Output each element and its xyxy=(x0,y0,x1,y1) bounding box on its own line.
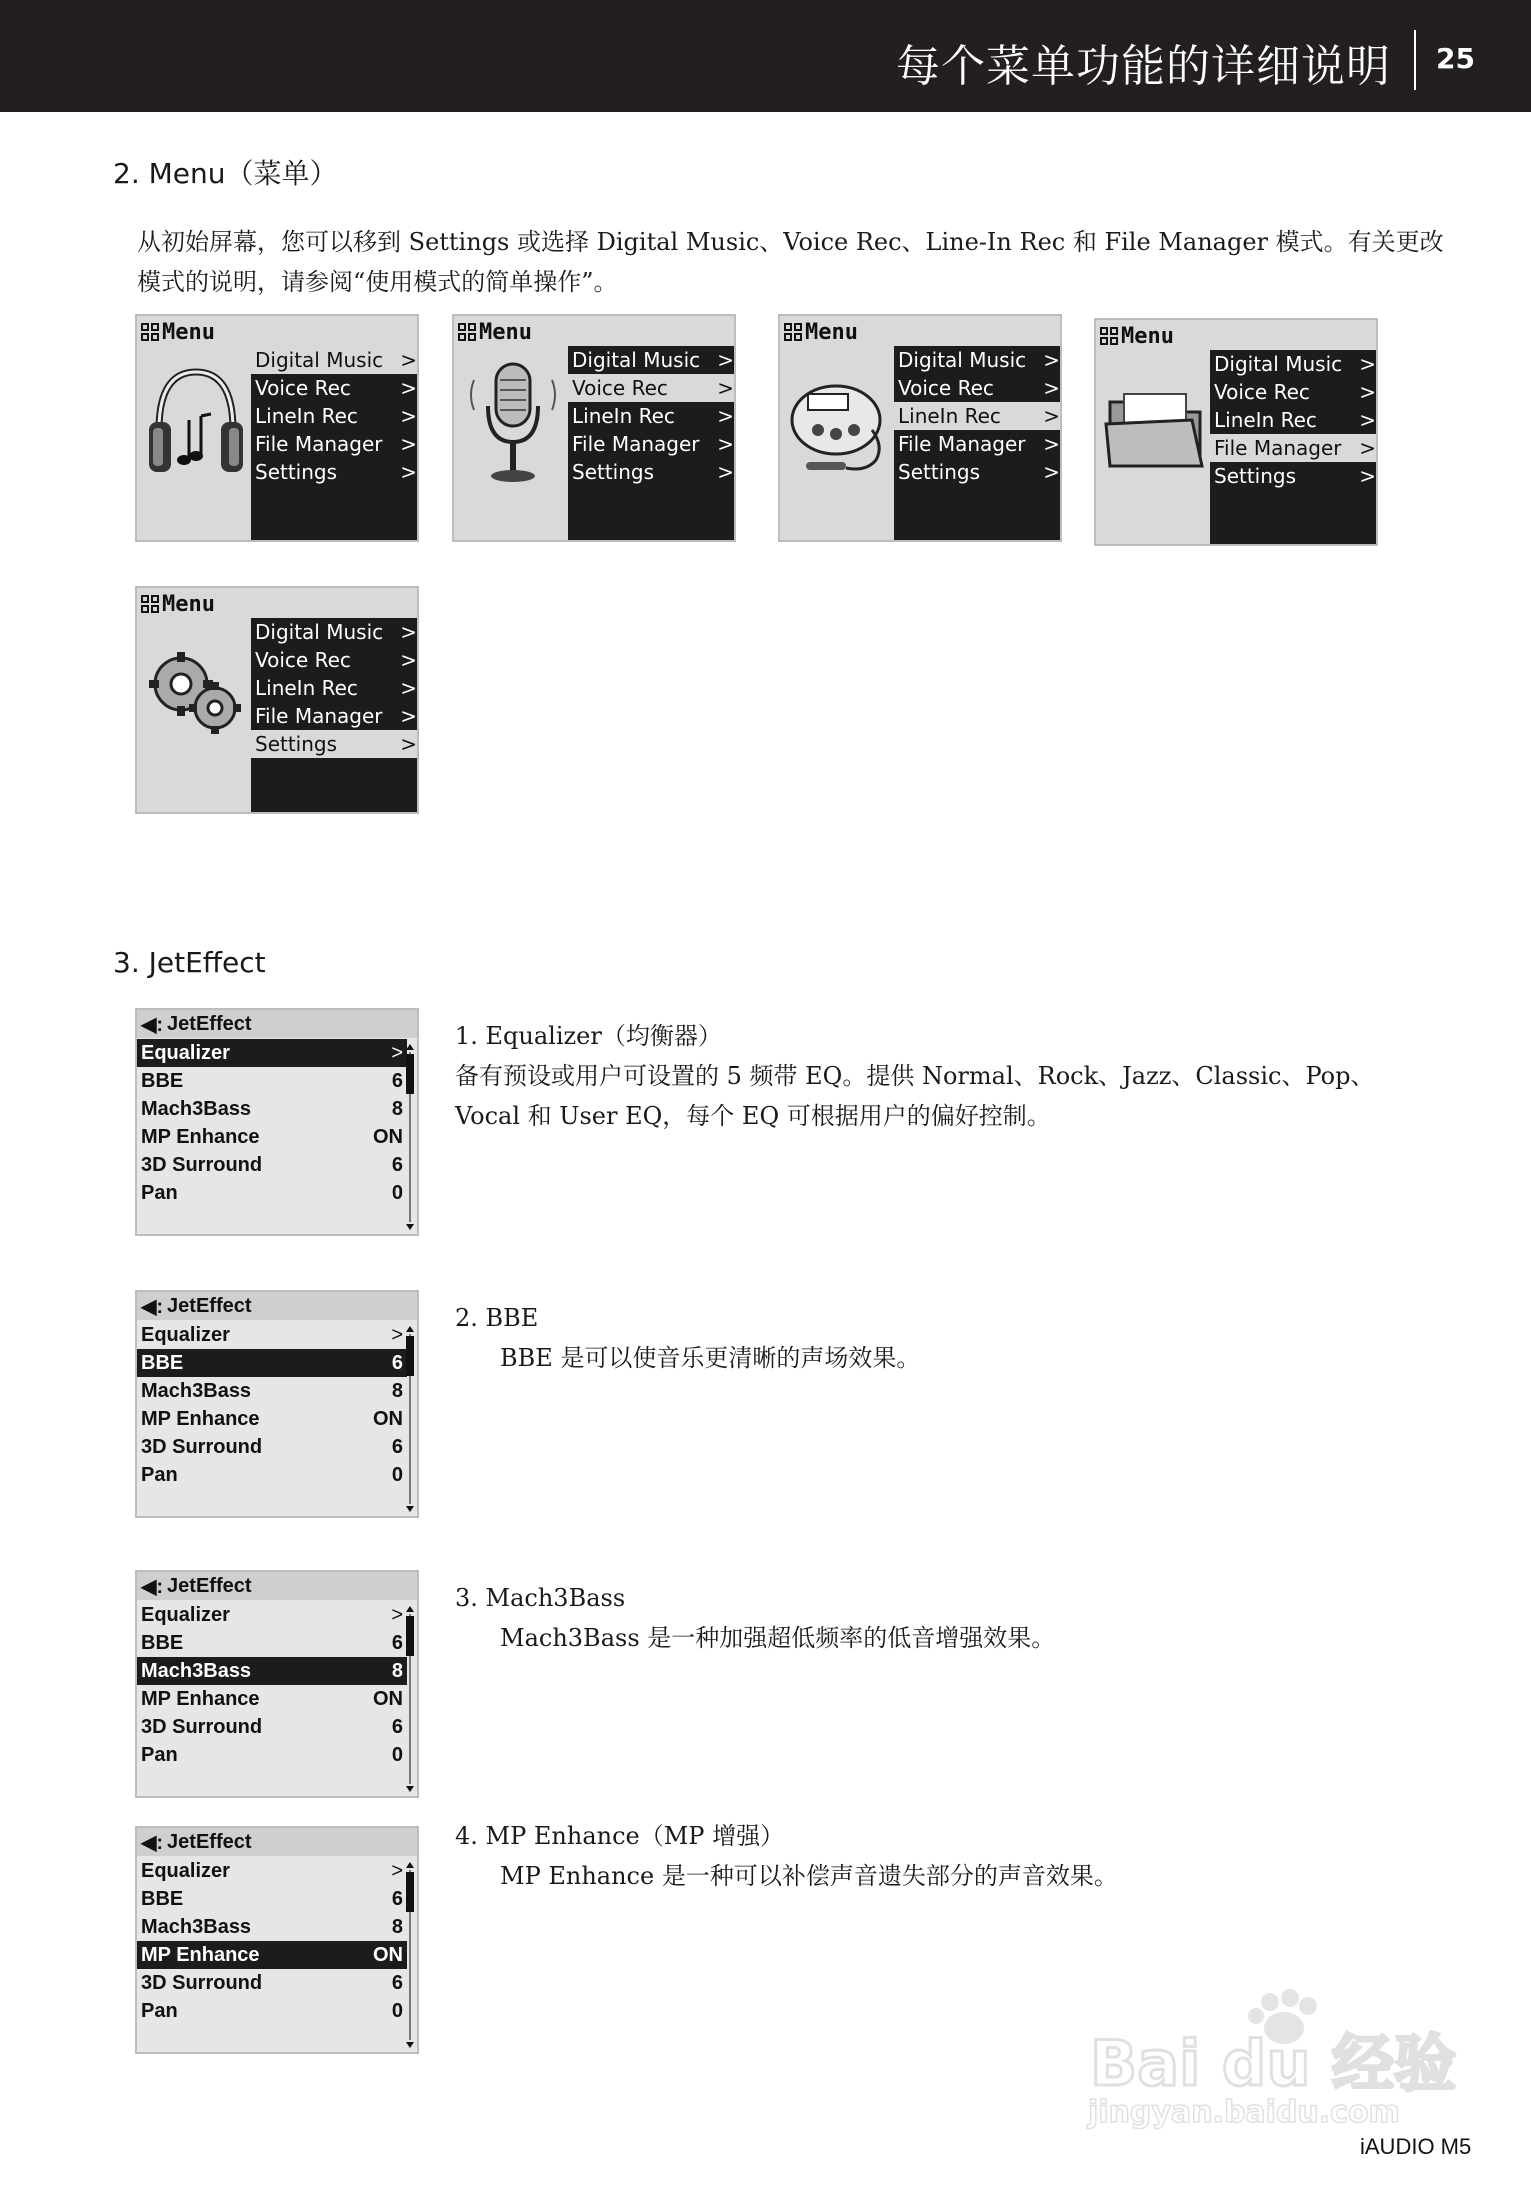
jeteffect-row-mach3bass[interactable]: Mach3Bass 8 xyxy=(141,1380,403,1402)
mach3bass-heading: 3. Mach3Bass xyxy=(455,1584,626,1612)
folder-icon xyxy=(1102,354,1208,504)
menu-screen-title: Menu xyxy=(141,591,215,617)
jeteffect-row-mp-enhance[interactable]: MP Enhance ON xyxy=(137,1941,407,1969)
menu-item-digital-music[interactable]: Digital Music > xyxy=(572,348,734,372)
menu-grid-icon xyxy=(1100,327,1118,345)
menu-item-digital-music[interactable]: Digital Music > xyxy=(1214,352,1376,376)
menu-grid-icon xyxy=(458,323,476,341)
menu-screen-settings xyxy=(135,586,419,814)
scrollbar[interactable] xyxy=(406,1044,414,1230)
menu-item-linein-rec[interactable]: LineIn Rec > xyxy=(894,402,1062,430)
menu-item-file-manager[interactable]: File Manager > xyxy=(898,432,1060,456)
jeteffect-row-mach3bass[interactable]: Mach3Bass 8 xyxy=(141,1098,403,1120)
scrollbar[interactable] xyxy=(406,1862,414,2048)
menu-item-linein-rec[interactable]: LineIn Rec > xyxy=(572,404,734,428)
svg-text:Bai du 经验: Bai du 经验 xyxy=(1090,2027,1457,2100)
header-divider xyxy=(1414,30,1416,90)
jeteffect-list xyxy=(137,1857,407,2025)
menu-item-linein-rec[interactable]: LineIn Rec > xyxy=(1214,408,1376,432)
jeteffect-row-bbe[interactable]: BBE 6 xyxy=(141,1070,403,1092)
jeteffect-row-pan[interactable]: Pan 0 xyxy=(141,1182,403,1204)
gears-icon xyxy=(143,622,249,772)
menu-grid-icon xyxy=(141,595,159,613)
menu-screen-title: Menu xyxy=(784,319,858,345)
jeteffect-row-mp-enhance[interactable]: MP Enhance ON xyxy=(141,1688,403,1710)
jeteffect-row-3d-surround[interactable]: 3D Surround 6 xyxy=(141,1436,403,1458)
menu-list xyxy=(251,346,419,542)
menu-item-voice-rec[interactable]: Voice Rec > xyxy=(255,648,417,672)
menu-screen-title: Menu xyxy=(141,319,215,345)
mach3bass-description: Mach3Bass 是一种加强超低频率的低音增强效果。 xyxy=(500,1624,1056,1652)
menu-section-title: 2. Menu（菜单） xyxy=(113,157,338,190)
jeteffect-screen-title: ◀: JetEffect xyxy=(137,1010,417,1038)
menu-screen-linein-rec xyxy=(778,314,1062,542)
menu-screen-title: Menu xyxy=(1100,323,1174,349)
equalizer-heading: 1. Equalizer（均衡器） xyxy=(455,1022,722,1050)
menu-item-linein-rec[interactable]: LineIn Rec > xyxy=(255,676,417,700)
bbe-heading: 2. BBE xyxy=(455,1304,539,1332)
page-number: 25 xyxy=(1436,42,1475,75)
header-title: 每个菜单功能的详细说明 xyxy=(896,41,1391,92)
equalizer-description-line2: Vocal 和 User EQ，每个 EQ 可根据用户的偏好控制。 xyxy=(455,1102,1051,1130)
mp-enhance-heading: 4. MP Enhance（MP 增强） xyxy=(455,1822,785,1850)
menu-item-voice-rec[interactable]: Voice Rec > xyxy=(255,376,417,400)
menu-grid-icon xyxy=(141,323,159,341)
jeteffect-section-title: 3. JetEffect xyxy=(113,946,266,979)
menu-item-file-manager[interactable]: File Manager > xyxy=(1210,434,1378,462)
jeteffect-row-pan[interactable]: Pan 0 xyxy=(141,2000,403,2022)
jeteffect-list xyxy=(137,1321,407,1489)
jeteffect-row-mp-enhance[interactable]: MP Enhance ON xyxy=(141,1126,403,1148)
cd-player-icon xyxy=(786,350,892,500)
menu-list xyxy=(1210,350,1378,546)
page-header xyxy=(0,0,1531,112)
jeteffect-row-mach3bass[interactable]: Mach3Bass 8 xyxy=(141,1916,403,1938)
speaker-icon: ◀: xyxy=(141,1575,164,1598)
baidu-jingyan-watermark xyxy=(1080,1980,1460,2130)
scrollbar[interactable] xyxy=(406,1606,414,1792)
speaker-icon: ◀: xyxy=(141,1013,164,1036)
speaker-icon: ◀: xyxy=(141,1831,164,1854)
jeteffect-screen-bbe xyxy=(135,1290,419,1518)
menu-item-digital-music[interactable]: Digital Music > xyxy=(255,620,417,644)
jeteffect-screen-title: ◀: JetEffect xyxy=(137,1828,417,1856)
jeteffect-row-equalizer[interactable]: Equalizer > xyxy=(141,1604,403,1626)
menu-grid-icon xyxy=(784,323,802,341)
jeteffect-row-pan[interactable]: Pan 0 xyxy=(141,1464,403,1486)
menu-description-line2: 模式的说明，请参阅“使用模式的简单操作”。 xyxy=(137,268,618,296)
menu-list xyxy=(568,346,736,542)
jeteffect-row-mp-enhance[interactable]: MP Enhance ON xyxy=(141,1408,403,1430)
jeteffect-row-mach3bass[interactable]: Mach3Bass 8 xyxy=(137,1657,407,1685)
mp-enhance-description: MP Enhance 是一种可以补偿声音遗失部分的声音效果。 xyxy=(500,1862,1118,1890)
jeteffect-row-bbe[interactable]: BBE 6 xyxy=(141,1888,403,1910)
jeteffect-row-equalizer[interactable]: Equalizer > xyxy=(137,1039,407,1067)
menu-item-digital-music[interactable]: Digital Music > xyxy=(251,346,419,374)
menu-item-linein-rec[interactable]: LineIn Rec > xyxy=(255,404,417,428)
scrollbar[interactable] xyxy=(406,1326,414,1512)
microphone-icon xyxy=(460,350,566,500)
menu-item-settings[interactable]: Settings > xyxy=(898,460,1060,484)
menu-item-voice-rec[interactable]: Voice Rec > xyxy=(898,376,1060,400)
equalizer-description-line1: 备有预设或用户可设置的 5 频带 EQ。提供 Normal、Rock、Jazz、Classic、Pop、 xyxy=(455,1062,1375,1090)
menu-list xyxy=(251,618,419,814)
menu-item-voice-rec[interactable]: Voice Rec > xyxy=(1214,380,1376,404)
menu-item-settings[interactable]: Settings > xyxy=(255,460,417,484)
menu-item-settings[interactable]: Settings > xyxy=(251,730,419,758)
headphones-icon xyxy=(143,350,249,500)
svg-text:jingyan.baidu.com: jingyan.baidu.com xyxy=(1088,2095,1400,2130)
jeteffect-screen-equalizer xyxy=(135,1008,419,1236)
menu-list xyxy=(894,346,1062,542)
footer-product: iAUDIO M5 xyxy=(1360,2134,1472,2159)
menu-screen-voice-rec xyxy=(452,314,736,542)
jeteffect-row-pan[interactable]: Pan 0 xyxy=(141,1744,403,1766)
jeteffect-row-3d-surround[interactable]: 3D Surround 6 xyxy=(141,1154,403,1176)
menu-item-settings[interactable]: Settings > xyxy=(572,460,734,484)
menu-screen-file-manager xyxy=(1094,318,1378,546)
menu-screen-digital-music xyxy=(135,314,419,542)
jeteffect-screen-mach3bass xyxy=(135,1570,419,1798)
menu-item-settings[interactable]: Settings > xyxy=(1214,464,1376,488)
jeteffect-row-bbe[interactable]: BBE 6 xyxy=(137,1349,407,1377)
menu-item-file-manager[interactable]: File Manager > xyxy=(255,432,417,456)
menu-item-file-manager[interactable]: File Manager > xyxy=(572,432,734,456)
menu-item-voice-rec[interactable]: Voice Rec > xyxy=(568,374,736,402)
menu-screen-title: Menu xyxy=(458,319,532,345)
jeteffect-row-equalizer[interactable]: Equalizer > xyxy=(141,1860,403,1882)
jeteffect-screen-title: ◀: JetEffect xyxy=(137,1572,417,1600)
jeteffect-list xyxy=(137,1601,407,1769)
menu-item-file-manager[interactable]: File Manager > xyxy=(255,704,417,728)
jeteffect-row-equalizer[interactable]: Equalizer > xyxy=(141,1324,403,1346)
menu-description-line1: 从初始屏幕，您可以移到 Settings 或选择 Digital Music、Voice Rec、Line-In Rec 和 File Manager 模式。有关更改 xyxy=(137,228,1444,256)
jeteffect-row-bbe[interactable]: BBE 6 xyxy=(141,1632,403,1654)
speaker-icon: ◀: xyxy=(141,1295,164,1318)
bbe-description: BBE 是可以使音乐更清晰的声场效果。 xyxy=(500,1344,921,1372)
jeteffect-row-3d-surround[interactable]: 3D Surround 6 xyxy=(141,1716,403,1738)
menu-item-digital-music[interactable]: Digital Music > xyxy=(898,348,1060,372)
jeteffect-list xyxy=(137,1039,407,1207)
jeteffect-screen-mp-enhance xyxy=(135,1826,419,2054)
jeteffect-row-3d-surround[interactable]: 3D Surround 6 xyxy=(141,1972,403,1994)
jeteffect-screen-title: ◀: JetEffect xyxy=(137,1292,417,1320)
